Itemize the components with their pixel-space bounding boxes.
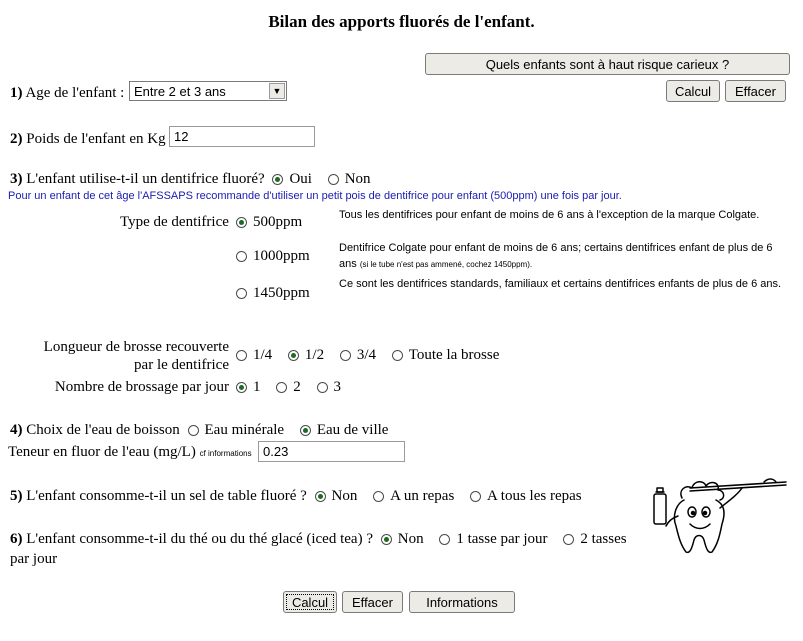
effacer-button-top[interactable]: Effacer	[725, 80, 786, 102]
type-500-radio[interactable]	[236, 217, 247, 228]
type-1450-radio[interactable]	[236, 288, 247, 299]
brushing-3-radio[interactable]	[317, 382, 328, 393]
q6-row: 6) L'enfant consomme-t-il du thé ou du thé glacé (iced tea) ? Non 1 tasse par jour 2 tasses	[10, 531, 627, 547]
weight-input[interactable]: 12	[169, 126, 315, 147]
water-mineral-radio[interactable]	[188, 425, 199, 436]
type-1000-option: 1000ppm	[236, 248, 310, 265]
salt-one-meal-radio[interactable]	[373, 491, 384, 502]
length-full-radio[interactable]	[392, 350, 403, 361]
q1-label: 1) Age de l'enfant :	[10, 85, 125, 101]
brush-length-options: 1/4 1/2 3/4 Toute la brosse	[236, 347, 499, 364]
type-500-option: 500ppm	[236, 214, 302, 231]
toothpaste-type-label: Type de dentifrice	[120, 214, 229, 230]
tea-none-radio[interactable]	[381, 534, 392, 545]
q2-label: 2) Poids de l'enfant en Kg	[10, 131, 166, 147]
fluor-content-label: Teneur en fluor de l'eau (mg/L) cf informations	[8, 444, 252, 460]
tea-one-cup-radio[interactable]	[439, 534, 450, 545]
type-1000-radio[interactable]	[236, 251, 247, 262]
salt-none-radio[interactable]	[315, 491, 326, 502]
afssaps-note: Pour un enfant de cet âge l'AFSSAPS recommande d'utiliser un petit pois de dentifrice pour enfant (500ppm) une fois par jour.	[8, 190, 622, 202]
toothpaste-no-radio[interactable]	[328, 174, 339, 185]
brushing-1-radio[interactable]	[236, 382, 247, 393]
q5-row: 5) L'enfant consomme-t-il un sel de table fluoré ? Non A un repas A tous les repas	[10, 488, 582, 504]
high-risk-children-button[interactable]: Quels enfants sont à haut risque carieux ?	[425, 53, 790, 75]
chevron-down-icon[interactable]: ▼	[269, 83, 285, 99]
toothpaste-yes-radio[interactable]	[272, 174, 283, 185]
type-500-desc: Tous les dentifrices pour enfant de moins de 6 ans à l'exception de la marque Colgate.	[339, 209, 760, 221]
type-1000-desc: Dentifrice Colgate pour enfant de moins de 6 ans; certains dentifrices enfant de plus de 6 ans (si le tube n'est pas ammené, cochez 1450ppm).	[339, 242, 773, 270]
type-1450-desc: Ce sont les dentifrices standards, familiaux et certains dentifrices enfants de plus de 6 ans.	[339, 278, 782, 290]
tea-two-cups-radio[interactable]	[563, 534, 574, 545]
salt-all-meals-radio[interactable]	[470, 491, 481, 502]
length-3-4-radio[interactable]	[340, 350, 351, 361]
calcul-button[interactable]: Calcul	[283, 591, 337, 613]
type-1450-option: 1450ppm	[236, 285, 310, 302]
brushing-count-label: Nombre de brossage par jour	[54, 379, 229, 395]
q4-row: 4) Choix de l'eau de boisson Eau minérale Eau de ville	[10, 422, 389, 438]
age-select[interactable]	[129, 81, 287, 101]
q3-row: 3) L'enfant utilise-t-il un dentifrice fluoré? Oui Non	[10, 171, 371, 187]
page-title: Bilan des apports fluorés de l'enfant.	[268, 12, 535, 31]
brushing-2-radio[interactable]	[276, 382, 287, 393]
brushing-count-options: 1 2 3	[236, 379, 341, 396]
q6-continuation: par jour	[10, 551, 58, 567]
calcul-button-top[interactable]: Calcul	[666, 80, 720, 102]
tooth-mascot-icon	[646, 468, 792, 556]
fluor-content-input[interactable]: 0.23	[258, 441, 405, 462]
effacer-button[interactable]: Effacer	[342, 591, 403, 613]
length-1-4-radio[interactable]	[236, 350, 247, 361]
informations-button[interactable]: Informations	[409, 591, 515, 613]
water-tap-radio[interactable]	[300, 425, 311, 436]
brush-length-label: Longueur de brosse recouverte par le dentifrice	[43, 339, 229, 373]
length-1-2-radio[interactable]	[288, 350, 299, 361]
age-select-value: Entre 2 et 3 ans	[134, 84, 226, 99]
